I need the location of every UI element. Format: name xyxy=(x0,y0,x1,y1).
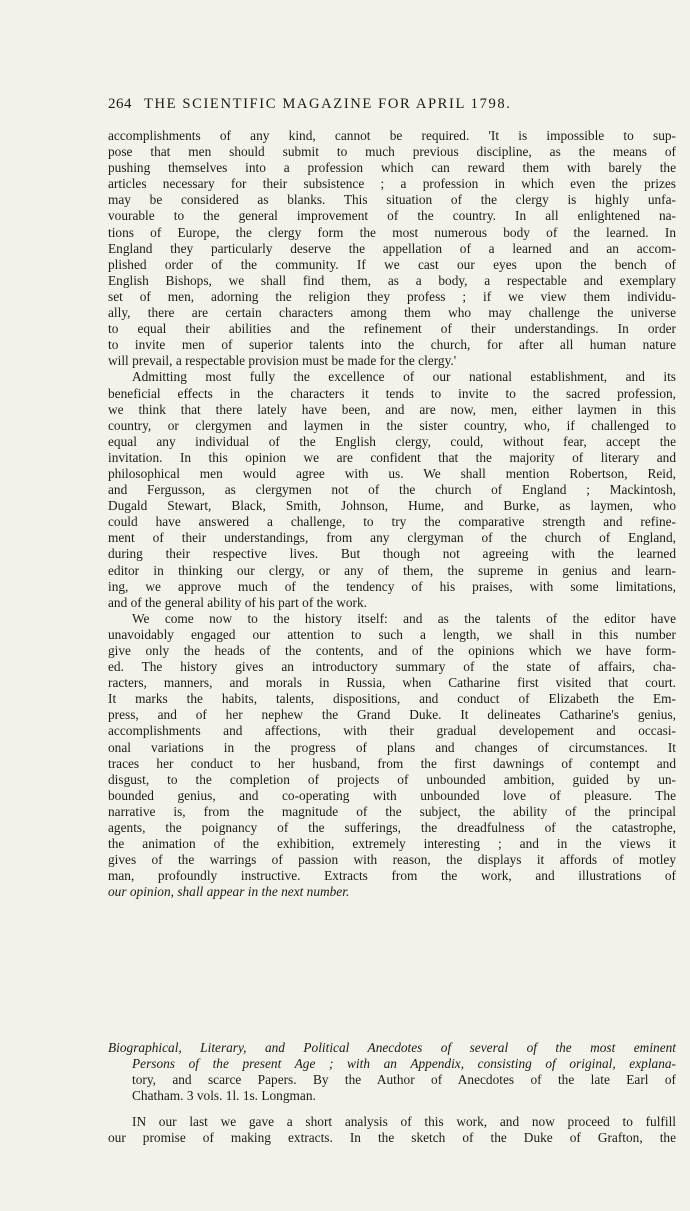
text-line: traces her conduct to her husband, from the first dawnings of contempt and xyxy=(108,755,676,771)
text-line: our promise of making extracts. In the sketch of the Duke of Grafton, the xyxy=(108,1130,676,1146)
text-line: England they particularly deserve the appellation of a learned and an accom- xyxy=(108,240,676,256)
running-title: THE SCIENTIFIC MAGAZINE FOR APRIL 1798. xyxy=(144,96,512,112)
text-line: set of men, adorning the religion they profess ; if we view them individu- xyxy=(108,288,676,304)
text-line: during their respective lives. But though not agreeing with the learned xyxy=(108,546,676,562)
text-line: agents, the poignancy of the sufferings, the dreadfulness of the catastrophe, xyxy=(108,820,676,836)
review-title-line: tory, and scarce Papers. By the Author of Anecdotes of the late Earl of xyxy=(132,1072,676,1088)
text-line: ing, we approve much of the tendency of his praises, with some limitations, xyxy=(108,578,676,594)
paragraph-2 xyxy=(108,369,676,610)
page-number: 264 xyxy=(108,96,132,112)
text-line: tions of Europe, the clergy form the most numerous body of the learned. In xyxy=(108,224,676,240)
text-line: will prevail, a respectable provision must be made for the clergy.' xyxy=(108,353,457,369)
text-line: give only the heads of the contents, and of the opinions which we have form- xyxy=(108,643,676,658)
text-line: accomplishments and affections, with their gradual developement and occasi- xyxy=(108,723,676,739)
text-line: plished order of the community. If we cast our eyes upon the bench of xyxy=(108,256,676,272)
text-line: narrative is, from the magnitude of the subject, the ability of the principal xyxy=(108,803,676,819)
text-line: Admitting most fully the excellence of our national establishment, and its xyxy=(132,369,676,385)
text-line: bounded genius, and co-operating with unbounded love of pleasure. The xyxy=(108,787,676,803)
text-line: editor in thinking our clergy, or any of them, the supreme in genius and learn- xyxy=(108,562,676,578)
text-line: could have answered a challenge, to try the comparative strength and refine- xyxy=(108,514,676,530)
text-line: press, and of her nephew the Grand Duke. It delineates Catharine's genius, xyxy=(108,707,676,723)
text-line: equal any individual of the English clergy, could, without fear, accept the xyxy=(108,433,676,449)
text-line: racters, manners, and morals in Russia, when Catharine first visited that court. xyxy=(108,675,676,691)
text-line: gives of the warrings of passion with reason, the displays it affords of motley xyxy=(108,852,676,868)
text-line: invitation. In this opinion we are confident that the majority of literary and xyxy=(108,449,676,465)
text-line: to equal their abilities and the refinement of their understandings. In order xyxy=(108,321,676,337)
text-line: disgust, to the completion of projects of unbounded ambition, guided by un- xyxy=(108,771,676,787)
text-line: onal variations in the progress of plans and changes of circumstances. It xyxy=(108,739,676,755)
article-body xyxy=(108,128,676,901)
text-line: we think that there lately have been, and are now, men, either laymen in this xyxy=(108,401,676,417)
text-line: pushing themselves into a profession which can reward them with barely the xyxy=(108,160,676,176)
text-line: to invite men of superior talents into the church, for after all human nature xyxy=(108,337,676,353)
text-line: the animation of the exhibition, extremely interesting ; and in the views it xyxy=(108,836,676,852)
text-line: may be considered as blanks. This situation of the clergy is highly unfa- xyxy=(108,192,676,208)
text-line: and of the general ability of his part of the work. xyxy=(108,594,368,610)
paragraph-3 xyxy=(108,611,676,901)
text-line: country, or clergymen and laymen in the sister country, who, if challenged to xyxy=(108,417,676,433)
paragraph-1 xyxy=(108,128,676,369)
text-line: man, profoundly instructive. Extracts from the work, and illustrations of xyxy=(108,868,676,884)
review-title-line: Chatham. 3 vols. 1l. 1s. Longman. xyxy=(132,1088,316,1104)
text-line: ed. The history gives an introductory summary of the state of affairs, cha- xyxy=(108,659,676,675)
text-line: accomplishments of any kind, cannot be required. 'It is impossible to sup- xyxy=(108,128,676,143)
page-header xyxy=(108,96,668,113)
review-title-line: Biographical, Literary, and Political Anecdotes of several of the most eminent xyxy=(108,1040,676,1055)
text-line: unavoidably engaged our attention to such a length, we shall in this number xyxy=(108,626,676,642)
text-line: Dugald Stewart, Black, Smith, Johnson, Hume, and Burke, as laymen, who xyxy=(108,498,676,514)
text-line: articles necessary for their subsistence ; a profession in which even the prizes xyxy=(108,176,676,192)
next-review-body xyxy=(108,1114,676,1146)
text-line: philosophical men would agree with us. We shall mention Robertson, Reid, xyxy=(108,465,676,481)
text-line: ment of their understandings, from any clergyman of the church of England, xyxy=(108,530,676,546)
text-line: We come now to the history itself: and as the talents of the editor have xyxy=(132,610,676,626)
text-line: IN our last we gave a short analysis of this work, and now proceed to fulfill xyxy=(132,1114,676,1129)
text-line: vourable to the general improvement of the country. In all enlightened na- xyxy=(108,208,676,224)
text-line: our opinion, shall appear in the next number. xyxy=(108,884,350,900)
review-heading xyxy=(108,1040,676,1104)
text-line: and Fergusson, as clergymen not of the church of England ; Mackintosh, xyxy=(108,482,676,498)
review-title-line: Persons of the present Age ; with an Appendix, consisting of original, explana- xyxy=(132,1056,676,1072)
text-line: It marks the habits, talents, dispositions, and conduct of Elizabeth the Em- xyxy=(108,691,676,707)
text-line: pose that men should submit to much previous discipline, as the means of xyxy=(108,144,676,160)
text-line: English Bishops, we shall find them, as a body, a respectable and exemplary xyxy=(108,272,676,288)
text-line: beneficial effects in the characters it tends to invite to the sacred profession, xyxy=(108,385,676,401)
text-line: ally, there are certain characters among them who may challenge the universe xyxy=(108,305,676,321)
